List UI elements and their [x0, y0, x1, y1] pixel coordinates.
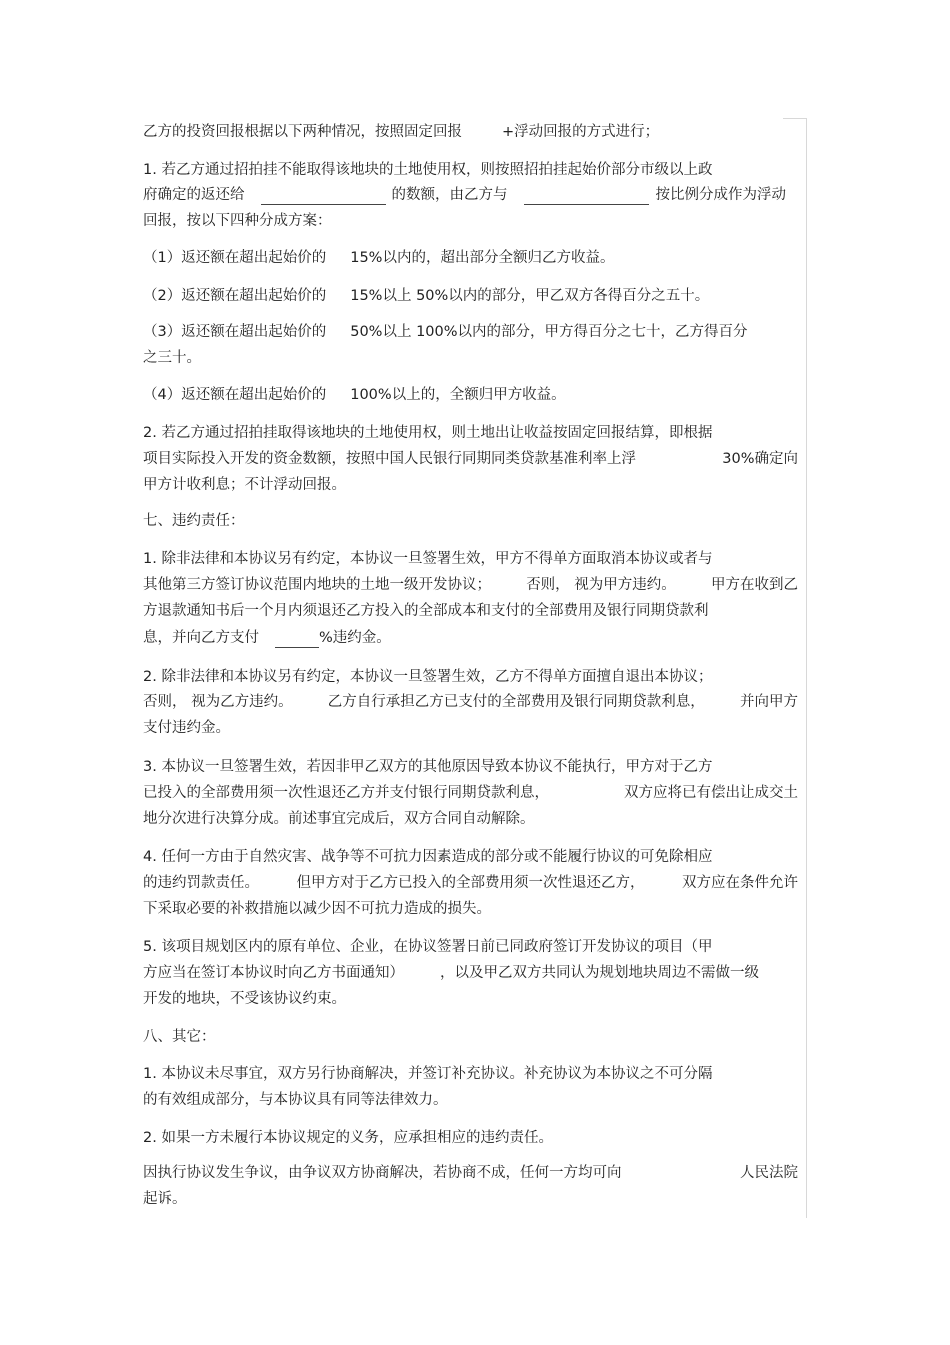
other-1-line-1: 1. 本协议未尽事宜，双方另行协商解决，并签订补充协议。补充协议为本协议之不可分隔 — [143, 1066, 713, 1082]
breach-2-line-1: 2. 除非法律和本协议另有约定，本协议一旦签署生效，乙方不得单方面擅自退出本协议； — [143, 669, 713, 685]
breach-1-line-1: 1. 除非法律和本协议另有约定，本协议一旦签署生效，甲方不得单方面取消本协议或者与 — [143, 551, 713, 567]
text-span: 50%以上 100%以内的部分，甲方得百分之七十，乙方得百分 — [350, 324, 748, 340]
text-span: 息，并向乙方支付 — [143, 630, 259, 646]
return-intro — [143, 122, 659, 142]
text-span: 因执行协议发生争议，由争议双方协商解决，若协商不成，任何一方均可向 — [143, 1165, 622, 1181]
text-span: （1）返还额在超出起始价的 — [143, 250, 327, 266]
text-span: 否则， 视为甲方违约。 — [526, 577, 676, 593]
text-span: 甲方在收到乙 — [710, 577, 798, 593]
clause-1-line-3: 回报，按以下四种分成方案： — [143, 213, 332, 229]
breach-3-line-2 — [143, 783, 798, 803]
text-span: 双方应在条件允许 — [682, 875, 798, 891]
text-span: 乙方的投资回报根据以下两种情况，按照固定回报 — [143, 124, 462, 140]
text-span: 已投入的全部费用须一次性退还乙方并支付银行同期贷款利息， — [143, 785, 549, 801]
breach-4-line-3: 下采取必要的补救措施以减少因不可抗力造成的损失。 — [143, 901, 491, 917]
section-8-heading: 八、其它： — [143, 1029, 216, 1045]
text-span: 否则， 视为乙方违约。 — [143, 694, 293, 710]
clause-2-line-1: 2. 若乙方通过招拍挂取得该地块的土地使用权，则土地出让收益按固定回报结算，即根据 — [143, 425, 713, 441]
clause-1-line-1: 1. 若乙方通过招拍挂不能取得该地块的土地使用权，则按照招拍挂起始价部分市级以上政 — [143, 162, 713, 178]
text-span: 方应当在签订本协议时向乙方书面通知） — [143, 965, 404, 981]
text-span: 30%确定向 — [722, 451, 798, 467]
text-span: 乙方自行承担乙方已支付的全部费用及银行同期贷款利息， — [327, 694, 705, 710]
breach-4-line-2 — [143, 873, 798, 893]
text-span: 的违约罚款责任。 — [143, 875, 259, 891]
text-span: 的数额，由乙方与 — [391, 187, 508, 203]
text-span: （4）返还额在超出起始价的 — [143, 387, 327, 403]
breach-3-line-3: 地分次进行决算分成。前述事宜完成后，双方合同自动解除。 — [143, 811, 535, 827]
text-span: +浮动回报的方式进行； — [502, 124, 660, 140]
option-3 — [143, 322, 748, 342]
blank-field — [275, 633, 319, 648]
text-span: （2）返还额在超出起始价的 — [143, 288, 327, 304]
clause-2-line-3: 甲方计收利息；不计浮动回报。 — [143, 477, 346, 493]
text-span: 府确定的返还给 — [143, 187, 245, 203]
option-2 — [143, 286, 709, 306]
breach-3-line-1: 3. 本协议一旦签署生效，若因非甲乙双方的其他原因导致本协议不能执行，甲方对于乙方 — [143, 759, 713, 775]
breach-1-line-2 — [143, 575, 798, 595]
breach-5-line-2 — [143, 963, 759, 983]
breach-2-line-2 — [143, 692, 798, 712]
clause-1-line-2 — [143, 185, 786, 205]
text-span: 双方应将已有偿出让成交土 — [624, 785, 798, 801]
page-frame-top — [783, 118, 807, 119]
option-1 — [143, 248, 614, 268]
breach-5-line-3: 开发的地块，不受该协议约束。 — [143, 991, 346, 1007]
page-frame-right — [806, 118, 807, 1218]
text-span: 100%以上的，全额归甲方收益。 — [350, 387, 566, 403]
text-span: 其他第三方签订协议范围内地块的土地一级开发协议； — [143, 577, 491, 593]
blank-field — [524, 190, 649, 205]
option-3-cont: 之三十。 — [143, 350, 201, 366]
text-span: 并向甲方 — [739, 694, 798, 710]
blank-field — [261, 190, 386, 205]
text-span: 按比例分成作为浮动 — [655, 187, 786, 203]
other-1-line-2: 的有效组成部分，与本协议具有同等法律效力。 — [143, 1092, 448, 1108]
text-span: 15%以上 50%以内的部分，甲乙双方各得百分之五十。 — [350, 288, 710, 304]
section-7-heading: 七、违约责任： — [143, 513, 245, 529]
text-span: 但甲方对于乙方已投入的全部费用须一次性退还乙方， — [296, 875, 645, 891]
text-span: %违约金。 — [319, 630, 391, 646]
clause-2-line-2 — [143, 449, 798, 469]
text-span: 15%以内的，超出部分全额归乙方收益。 — [350, 250, 615, 266]
text-span: 项目实际投入开发的资金数额，按照中国人民银行同期同类贷款基准利率上浮 — [143, 451, 636, 467]
breach-1-line-4 — [143, 628, 391, 648]
breach-4-line-1: 4. 任何一方由于自然灾害、战争等不可抗力因素造成的部分或不能履行协议的可免除相应 — [143, 849, 713, 865]
dispute-line-2: 起诉。 — [143, 1191, 187, 1207]
text-span: 人民法院 — [740, 1165, 798, 1181]
breach-2-line-3: 支付违约金。 — [143, 720, 230, 736]
dispute-line-1 — [143, 1163, 798, 1183]
option-4 — [143, 385, 566, 405]
text-span: （3）返还额在超出起始价的 — [143, 324, 327, 340]
other-2-line-1: 2. 如果一方未履行本协议规定的义务，应承担相应的违约责任。 — [143, 1130, 553, 1146]
breach-5-line-1: 5. 该项目规划区内的原有单位、企业，在协议签署日前已同政府签订开发协议的项目（甲 — [143, 939, 713, 955]
breach-1-line-3: 方退款通知书后一个月内须退还乙方投入的全部成本和支付的全部费用及银行同期贷款利 — [143, 603, 709, 619]
text-span: ，以及甲乙双方共同认为规划地块周边不需做一级 — [440, 965, 759, 981]
